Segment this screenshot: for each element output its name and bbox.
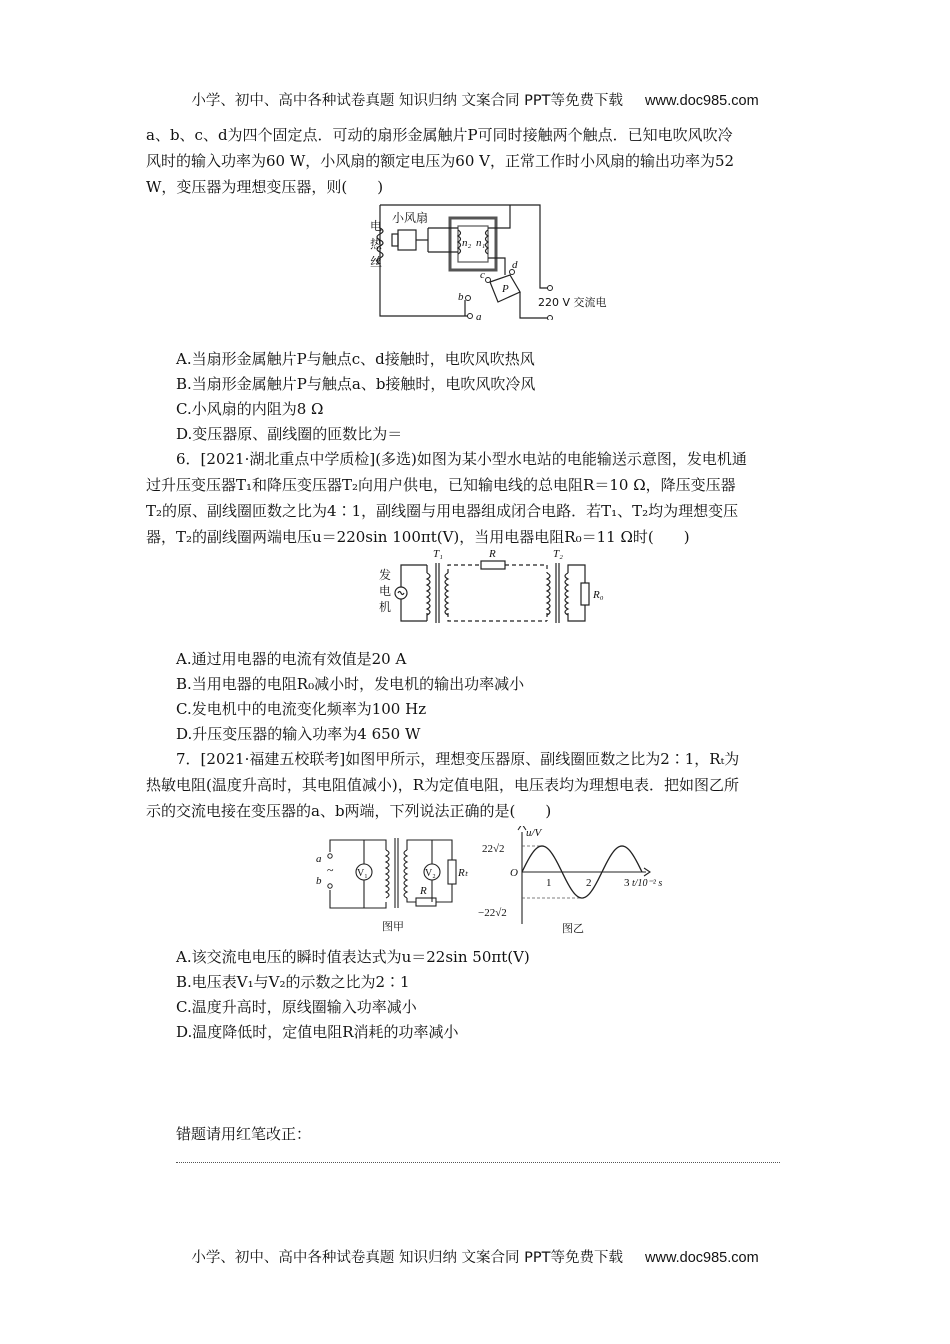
q6-option-d: D.升压变压器的输入功率为4 650 W	[176, 725, 421, 743]
q6-option-a: A.通过用电器的电流有效值是20 A	[176, 650, 407, 668]
q6-stem-line2: 过升压变压器T₁和降压变压器T₂向用户供电，已知输电线的总电阻R＝10 Ω，降压变压器	[146, 476, 736, 494]
x-axis-label: t/10⁻² s	[632, 878, 663, 889]
n1-label: n₁	[476, 237, 486, 249]
generator-label-3: 机	[379, 600, 392, 614]
y-tick-max: 22√2	[482, 843, 505, 855]
x-tick-1: 1	[546, 877, 552, 889]
generator-label-1: 发	[379, 568, 392, 582]
q6-stem-line1: 6．[2021·湖北重点中学质检](多选)如图为某小型水电站的电能输送示意图，发电机通	[176, 450, 747, 468]
r-label: R	[489, 548, 496, 560]
q5-circuit-figure	[370, 200, 620, 320]
q7-stem-line2: 热敏电阻(温度升高时，其电阻值减小)，R为定值电阻，电压表均为理想电表．把如图乙所	[146, 776, 740, 794]
n2-label: n₂	[462, 237, 472, 249]
q6-stem-line3: T₂的原、副线圈匝数之比为4∶1，副线圈与用电器组成闭合电路．若T₁、T₂均为理想变压	[146, 502, 739, 520]
x-tick-3: 3	[624, 877, 630, 889]
q6-stem-rest	[146, 472, 812, 550]
q7-stem-line1: 7．[2021·福建五校联考]如图甲所示，理想变压器原、副线圈匝数之比为2∶1，Rₜ为	[176, 750, 740, 768]
q7-stem	[146, 746, 812, 772]
y-axis-arrow	[518, 826, 526, 830]
q5-option-a: A.当扇形金属触片P与触点c、d接触时，电吹风吹热风	[176, 350, 535, 368]
heater-label-1: 电	[370, 219, 383, 233]
correction-prompt: 错题请用红笔改正：	[176, 1125, 312, 1143]
y-tick-min: −22√2	[478, 907, 507, 919]
fig-a-caption: 图甲	[382, 920, 404, 933]
generator-label-2: 电	[379, 584, 392, 598]
q6-option-c: C.发电机中的电流变化频率为100 Hz	[176, 700, 427, 718]
heater-label-3: 丝	[370, 255, 383, 269]
q5-option-b: B.当扇形金属触片P与触点a、b接触时，电吹风吹冷风	[176, 375, 536, 393]
q5-stem-line3: W，变压器为理想变压器，则( )	[146, 178, 384, 196]
point-c: c	[480, 269, 485, 281]
y-axis-label: u/V	[526, 827, 542, 839]
t1-label: T₁	[433, 548, 443, 560]
fig-a-point-b: b	[316, 875, 322, 887]
header-site[interactable]: www.doc985.com	[645, 93, 759, 109]
q5-stem-line1: a、b、c、d为四个固定点．可动的扇形金属触片P可同时接触两个触点．已知电吹风吹冷	[146, 126, 733, 144]
page-footer	[0, 1246, 950, 1267]
source-label: 220 V 交流电	[538, 296, 607, 309]
point-p: P	[502, 283, 509, 295]
point-b: b	[458, 291, 464, 303]
heater-label-2: 热	[370, 237, 383, 251]
q5-option-d: D.变压器原、副线圈的匝数比为＝	[176, 425, 403, 443]
q5-stem-line2: 风时的输入功率为60 W，小风扇的额定电压为60 V，正常工作时小风扇的输出功率为52	[146, 152, 735, 170]
x-tick-2: 2	[586, 877, 592, 889]
q7-option-a: A.该交流电电压的瞬时值表达式为u＝22sin 50πt(V)	[176, 948, 530, 966]
q7-option-c: C.温度升高时，原线圈输入功率减小	[176, 998, 417, 1016]
fig-a-rt: Rₜ	[458, 867, 468, 879]
footer-site[interactable]: www.doc985.com	[645, 1250, 759, 1266]
q7-option-d: D.温度降低时，定值电阻R消耗的功率减小	[176, 1023, 459, 1041]
q7-stem-rest	[146, 772, 812, 824]
fig-a-r: R	[420, 885, 427, 897]
svg-text:~: ~	[327, 863, 334, 877]
fan-label: 小风扇	[392, 211, 429, 225]
q6-option-b: B.当用电器的电阻R₀减小时，发电机的输出功率减小	[176, 675, 525, 693]
fig-a-point-a: a	[316, 853, 322, 865]
q6-stem-line4: 器，T₂的副线圈两端电压u＝220sin 100πt(V)，当用电器电阻R₀＝11 Ω时( )	[146, 528, 690, 546]
q7-stem-line3: 示的交流电接在变压器的a、b两端，下列说法正确的是( )	[146, 802, 552, 820]
header-text: 小学、初中、高中各种试卷真题 知识归纳 文案合同 PPT等免费下载	[191, 93, 624, 109]
fig-b-caption: 图乙	[562, 922, 584, 934]
q5-stem	[146, 122, 812, 200]
q7-figure-a	[312, 832, 472, 934]
origin-label: O	[510, 867, 518, 879]
fig-a-v1: V₁	[357, 868, 368, 879]
q7-option-b: B.电压表V₁与V₂的示数之比为2∶1	[176, 973, 410, 991]
point-d: d	[512, 259, 518, 271]
page-header	[0, 89, 950, 110]
fig-a-v2: V₂	[425, 868, 436, 879]
t2-label: T₂	[553, 548, 563, 560]
q6-transmission-figure	[377, 545, 617, 630]
r0-label: R₀	[593, 589, 604, 601]
q6-stem	[146, 446, 812, 472]
q7-figure-b	[478, 826, 678, 934]
point-a: a	[476, 311, 482, 320]
answer-line[interactable]	[176, 1162, 780, 1163]
q5-option-c: C.小风扇的内阻为8 Ω	[176, 400, 324, 418]
footer-text: 小学、初中、高中各种试卷真题 知识归纳 文案合同 PPT等免费下载	[191, 1250, 624, 1266]
